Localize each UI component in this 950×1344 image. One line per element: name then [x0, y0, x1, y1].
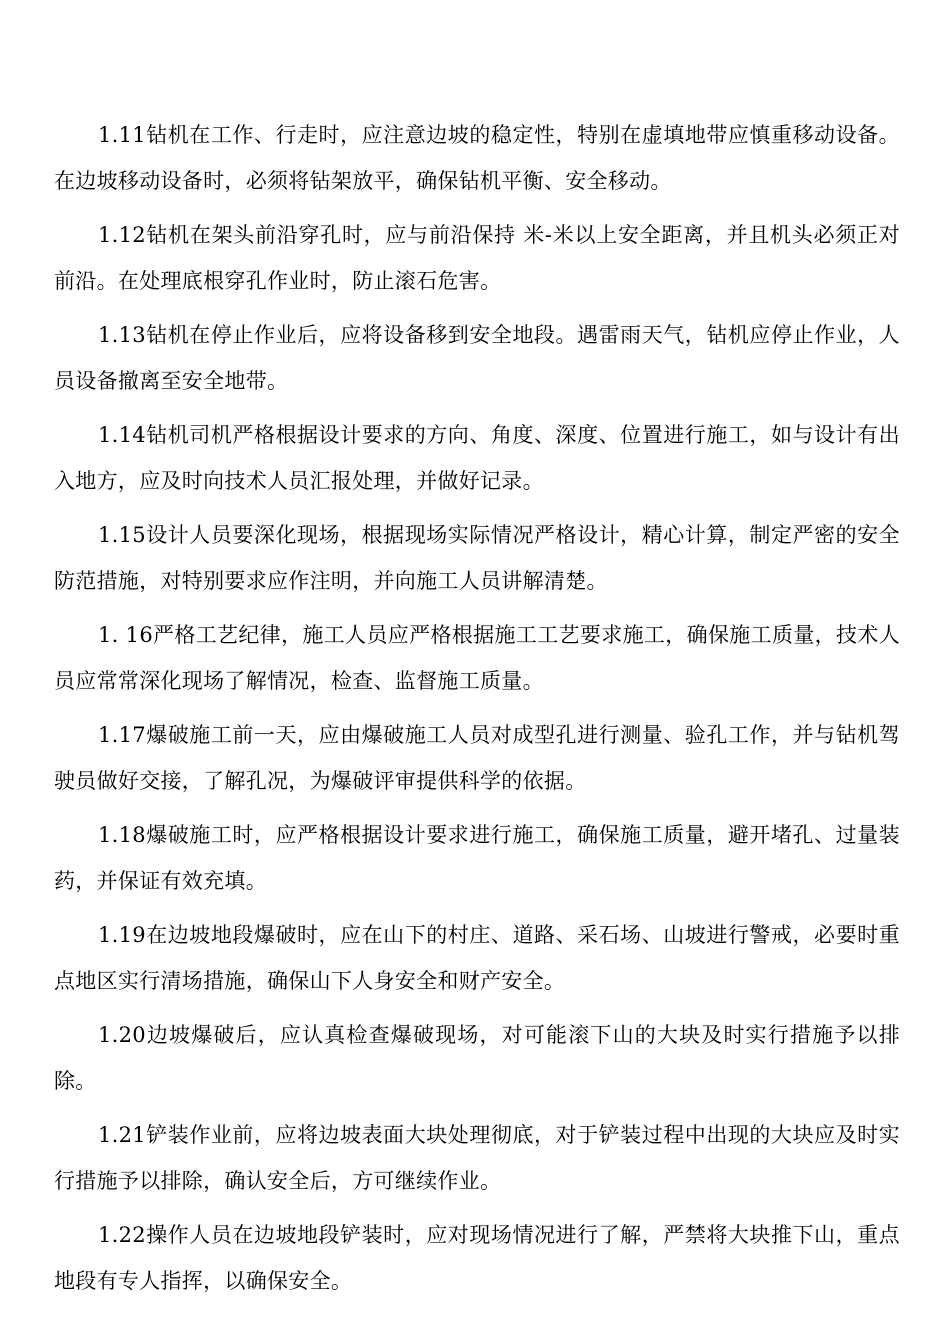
paragraph-1-14: 1.14钻机司机严格根据设计要求的方向、角度、深度、位置进行施工，如与设计有出入地方，应及时向技术人员汇报处理，并做好记录。	[54, 423, 900, 493]
paragraph-1-21: 1.21铲装作业前，应将边坡表面大块处理彻底，对于铲装过程中出现的大块应及时实行措施予以排除，确认安全后，方可继续作业。	[54, 1123, 900, 1193]
paragraph-1-19: 1.19在边坡地段爆破时，应在山下的村庄、道路、采石场、山坡进行警戒，必要时重点地区实行清场措施，确保山下人身安全和财产安全。	[54, 923, 900, 993]
document-body	[54, 112, 900, 1312]
paragraph-1-12: 1.12钻机在架头前沿穿孔时，应与前沿保持 米-米以上安全距离，并且机头必须正对前沿。在处理底根穿孔作业时，防止滚石危害。	[54, 223, 900, 293]
paragraph-1-17: 1.17爆破施工前一天，应由爆破施工人员对成型孔进行测量、验孔工作，并与钻机驾驶员做好交接，了解孔况，为爆破评审提供科学的依据。	[54, 723, 900, 793]
paragraph-1-20: 1.20边坡爆破后，应认真检查爆破现场，对可能滚下山的大块及时实行措施予以排除。	[54, 1023, 900, 1093]
paragraph-1-13: 1.13钻机在停止作业后，应将设备移到安全地段。遇雷雨天气，钻机应停止作业，人员设备撤离至安全地带。	[54, 323, 900, 393]
paragraph-1-15: 1.15设计人员要深化现场，根据现场实际情况严格设计，精心计算，制定严密的安全防范措施，对特别要求应作注明，并向施工人员讲解清楚。	[54, 523, 900, 593]
paragraph-1-16: 1. 16严格工艺纪律，施工人员应严格根据施工工艺要求施工，确保施工质量，技术人员应常常深化现场了解情况，检查、监督施工质量。	[54, 623, 900, 693]
paragraph-1-11: 1.11钻机在工作、行走时，应注意边坡的稳定性，特别在虚填地带应慎重移动设备。在边坡移动设备时，必须将钻架放平，确保钻机平衡、安全移动。	[54, 123, 900, 193]
paragraph-1-22: 1.22操作人员在边坡地段铲装时，应对现场情况进行了解，严禁将大块推下山，重点地段有专人指挥，以确保安全。	[54, 1223, 900, 1293]
paragraph-1-18: 1.18爆破施工时，应严格根据设计要求进行施工，确保施工质量，避开堵孔、过量装药，并保证有效充填。	[54, 823, 900, 893]
